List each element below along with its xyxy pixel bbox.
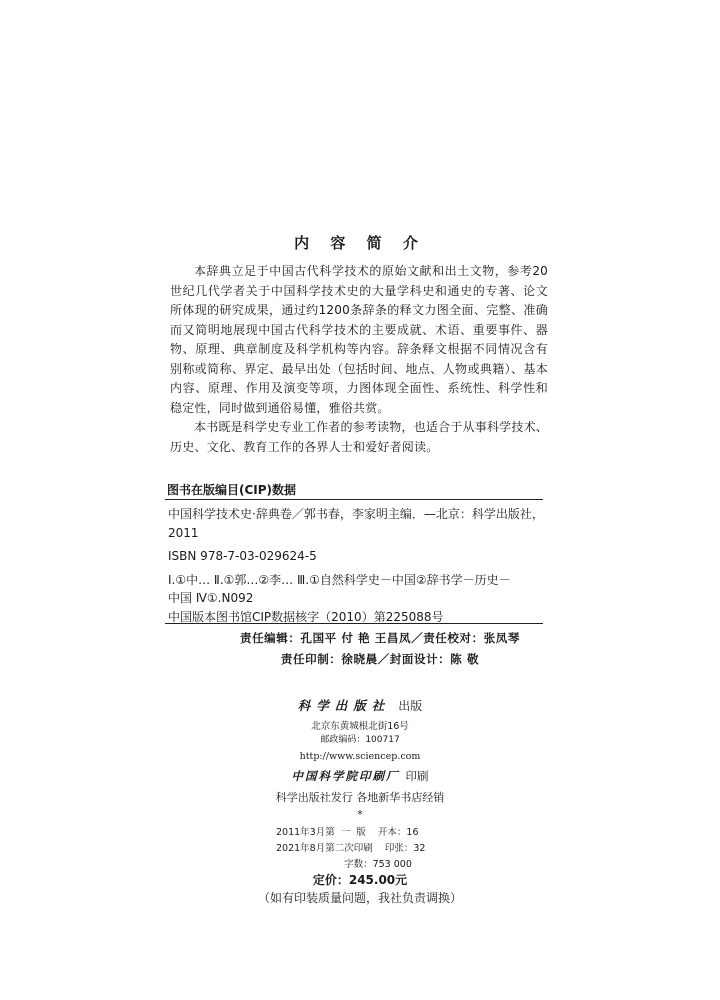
summary-paragraph-2: 本书既是科学史专业工作者的参考读物，也适合于从事科学技术、历史、文化、教育工作的各界人士和爱好者阅读。	[170, 420, 548, 454]
summary-body	[170, 262, 548, 457]
publisher-suffix: 出版	[398, 699, 423, 713]
price-value: 245.00元	[348, 873, 408, 887]
distribution-line: 科学出版社发行 各地新华书店经销	[275, 791, 445, 804]
format: 开本：16	[377, 827, 419, 838]
price-label: 定价：	[312, 873, 349, 887]
cip-bottom-rule	[165, 623, 543, 624]
word-count: 字数：753 000	[344, 859, 412, 870]
cip-heading: 图书在版编目(CIP)数据	[167, 483, 297, 497]
edition-row-2	[276, 840, 425, 854]
cip-title-line-2: 2011	[168, 525, 199, 540]
sheets: 印张：32	[384, 843, 426, 854]
printer-suffix: 印刷	[405, 769, 429, 783]
publisher-line	[0, 696, 720, 714]
second-printing: 2021年8月第二次印刷	[276, 843, 373, 854]
separator-star: *	[357, 808, 363, 821]
edition-row-1	[276, 824, 419, 838]
cip-title-line-1: 中国科学技术史·辞典卷／郭书春，李家明主编．—北京：科学出版社，	[168, 507, 544, 521]
cip-subjects-line-2: 中国 Ⅳ①.N092	[168, 591, 254, 605]
first-edition: 2011年3月第 一 版	[276, 827, 366, 838]
staff-editors: 责任编辑：孔国平 付 艳 王昌凤／责任校对：张凤琴	[239, 631, 520, 645]
quality-notice: （如有印装质量问题，我社负责调换）	[257, 891, 462, 905]
cip-record	[168, 505, 544, 626]
cip-top-rule	[165, 499, 543, 500]
printer-logo: 中国科学院印刷厂	[291, 769, 400, 783]
printer-line	[0, 768, 720, 784]
publisher-address: 北京东黄城根北街16号	[311, 721, 409, 732]
cip-subjects-line-1: Ⅰ.①中… Ⅱ.①郭…②李… Ⅲ.①自然科学史－中国②辞书学－历史－	[168, 572, 511, 587]
summary-paragraph-1: 本辞典立足于中国古代科学技术的原始文献和出土文物，参考20世纪几代学者关于中国科学技术史的大量学科史和通史的专著、论文所体现的研究成果，通过约1200条辞条的释文力图全面、完整、准确而又简明地展现中国古代科学技术的主要成就、术语、重要事件、器物、原理、典章制度及科学机构等内容。辞条释文根据不同情况含有别称或简称、界定、最早出处（包括时间、地点、人物或典籍）、基本内容、原理、作用及演变等项，力图体现全面性、系统性、科学性和稳定性，同时做到通俗易懂，雅俗共赏。	[170, 264, 548, 415]
staff-production: 责任印制：徐晓晨／封面设计：陈 敬	[280, 652, 480, 666]
cip-number: 中国版本图书馆CIP数据核字（2010）第225088号	[168, 609, 444, 624]
cip-isbn: ISBN 978-7-03-029624-5	[168, 549, 317, 563]
publisher-logo: 科学出版社	[297, 698, 391, 713]
publisher-postcode: 邮政编码：100717	[320, 735, 400, 745]
price-line	[0, 871, 720, 888]
publisher-website: http://www.sciencep.com	[299, 751, 421, 762]
summary-title: 内 容 简 介	[294, 234, 426, 252]
